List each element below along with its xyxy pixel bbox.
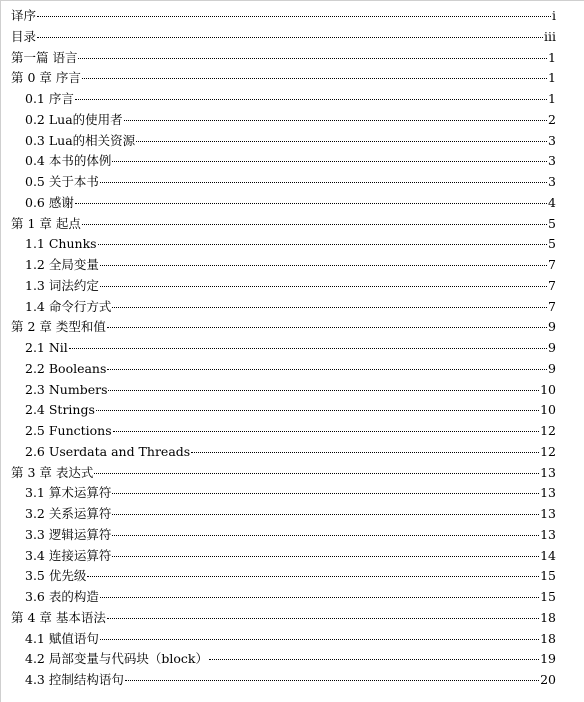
toc-entry-page-number: 10 [540,381,556,397]
toc-dot-leader [209,659,539,660]
toc-dot-leader [112,514,539,515]
toc-entry-title: 2.3 Numbers [25,381,108,397]
toc-entry-title: 4.2 局部变量与代码块（block） [25,651,208,667]
toc-entry-section[interactable] [11,297,556,318]
toc-entry-chapter[interactable] [11,6,556,27]
toc-entry-page-number: 13 [540,464,556,480]
toc-entry-title: 第一篇 语言 [11,49,78,65]
toc-dot-leader [96,410,539,411]
toc-entry-page-number: 1 [548,49,556,65]
toc-dot-leader [75,99,547,100]
toc-dot-leader [82,224,547,225]
toc-dot-leader [100,182,547,183]
toc-entry-section[interactable] [11,359,556,380]
toc-entry-title: 3.1 算术运算符 [25,485,112,501]
toc-entry-title: 0.1 序言 [25,91,74,106]
toc-entry-page-number: 13 [540,526,556,542]
toc-entry-section[interactable] [11,442,556,463]
toc-entry-title: 1.4 命令行方式 [25,298,112,314]
toc-dot-leader [108,390,539,391]
toc-entry-section[interactable] [11,131,556,152]
toc-entry-title: 2.6 Userdata and Threads [25,443,191,459]
toc-entry-page-number: 1 [548,70,556,86]
toc-entry-title: 0.2 Lua的使用者 [25,111,123,127]
toc-entry-page-number: 15 [540,568,556,584]
toc-dot-leader [75,203,547,204]
toc-entry-section[interactable] [11,89,556,110]
toc-entry-title: 译序 [11,8,37,23]
toc-entry-page-number: 9 [548,340,556,355]
toc-entry-title: 0.5 关于本书 [25,174,99,189]
toc-entry-title: 1.3 词法约定 [25,277,99,293]
toc-entry-section[interactable] [11,566,556,587]
toc-entry-section[interactable] [11,649,556,670]
toc-dot-leader [94,473,539,474]
toc-entry-section[interactable] [11,234,556,255]
toc-entry-title: 2.1 Nil [25,340,68,355]
toc-entry-page-number: 3 [548,174,556,189]
toc-dot-leader [112,535,539,536]
toc-entry-title: 第 0 章 序言 [11,70,81,86]
toc-entry-title: 第 2 章 类型和值 [11,319,106,335]
toc-entry-page-number: 18 [540,609,556,625]
table-of-contents [11,6,556,691]
toc-dot-leader [78,58,547,59]
toc-entry-section[interactable] [11,338,556,359]
toc-entry-section[interactable] [11,255,556,276]
toc-entry-chapter[interactable] [11,68,556,89]
toc-entry-page-number: 13 [540,506,556,521]
toc-dot-leader [87,576,539,577]
toc-entry-page-number: 2 [548,111,556,127]
toc-entry-page-number: 7 [548,298,556,314]
toc-entry-title: 目录 [11,28,37,44]
toc-entry-section[interactable] [11,525,556,546]
toc-entry-chapter[interactable] [11,48,556,69]
toc-entry-section[interactable] [11,110,556,131]
toc-dot-leader [37,37,543,38]
toc-dot-leader [125,680,539,681]
toc-dot-leader [107,618,539,619]
toc-entry-page-number: 15 [540,589,556,604]
toc-entry-title: 0.4 本书的体例 [25,153,112,169]
toc-entry-title: 3.5 优先级 [25,568,87,584]
toc-entry-page-number: 20 [540,672,556,687]
toc-dot-leader [100,286,547,287]
toc-entry-chapter[interactable] [11,317,556,338]
toc-entry-title: 0.3 Lua的相关资源 [25,132,136,148]
toc-dot-leader [98,244,547,245]
toc-entry-page-number: 4 [548,194,556,210]
toc-entry-page-number: 5 [548,215,556,231]
toc-entry-page-number: iii [544,28,556,44]
toc-entry-title: 4.1 赋值语句 [25,630,99,646]
toc-entry-title: 3.6 表的构造 [25,589,99,604]
toc-dot-leader [136,141,547,142]
toc-entry-page-number: 12 [540,443,556,459]
toc-entry-section[interactable] [11,400,556,421]
toc-dot-leader [107,369,547,370]
toc-entry-title: 第 1 章 起点 [11,215,81,231]
toc-entry-page-number: 9 [548,360,556,376]
toc-dot-leader [124,120,547,121]
toc-entry-chapter[interactable] [11,463,556,484]
toc-dot-leader [113,431,539,432]
toc-dot-leader [100,639,539,640]
toc-entry-title: 1.2 全局变量 [25,257,99,272]
toc-entry-page-number: 7 [548,257,556,272]
toc-entry-section[interactable] [11,587,556,608]
toc-entry-chapter[interactable] [11,214,556,235]
toc-entry-chapter[interactable] [11,608,556,629]
toc-entry-page-number: 12 [540,423,556,438]
toc-entry-section[interactable] [11,193,556,214]
toc-entry-page-number: 3 [548,132,556,148]
toc-entry-title: 4.3 控制结构语句 [25,672,124,687]
toc-entry-section[interactable] [11,629,556,650]
toc-dot-leader [107,327,547,328]
toc-dot-leader [191,452,539,453]
toc-entry-page-number: i [552,8,556,23]
toc-entry-title: 1.1 Chunks [25,236,97,252]
toc-entry-page-number: 14 [540,547,556,563]
toc-dot-leader [100,597,539,598]
toc-entry-title: 3.2 关系运算符 [25,506,112,521]
toc-entry-section[interactable] [11,172,556,193]
toc-dot-leader [100,265,547,266]
toc-dot-leader [37,16,551,17]
toc-entry-section[interactable] [11,380,556,401]
toc-entry-page-number: 7 [548,277,556,293]
toc-entry-title: 第 4 章 基本语法 [11,609,106,625]
toc-entry-page-number: 13 [540,485,556,501]
toc-entry-page-number: 19 [540,651,556,667]
toc-entry-section[interactable] [11,421,556,442]
toc-entry-title: 2.2 Booleans [25,360,107,376]
toc-dot-leader [82,78,547,79]
toc-entry-title: 3.3 逻辑运算符 [25,526,112,542]
toc-entry-page-number: 5 [548,236,556,252]
toc-entry-page-number: 9 [548,319,556,335]
toc-entry-section[interactable] [11,151,556,172]
toc-entry-title: 第 3 章 表达式 [11,464,94,480]
toc-entry-section[interactable] [11,546,556,567]
toc-entry-page-number: 3 [548,153,556,169]
toc-entry-page-number: 18 [540,630,556,646]
toc-dot-leader [69,348,547,349]
toc-entry-title: 3.4 连接运算符 [25,547,112,563]
toc-dot-leader [112,493,539,494]
toc-entry-chapter[interactable] [11,27,556,48]
toc-entry-section[interactable] [11,670,556,691]
toc-entry-page-number: 1 [548,91,556,106]
toc-entry-page-number: 10 [540,402,556,418]
toc-dot-leader [112,161,547,162]
toc-entry-title: 0.6 感谢 [25,194,74,210]
toc-dot-leader [112,307,547,308]
toc-entry-section[interactable] [11,276,556,297]
toc-entry-title: 2.5 Functions [25,423,112,438]
toc-entry-section[interactable] [11,504,556,525]
toc-entry-title: 2.4 Strings [25,402,95,418]
toc-dot-leader [112,556,539,557]
toc-entry-section[interactable] [11,483,556,504]
